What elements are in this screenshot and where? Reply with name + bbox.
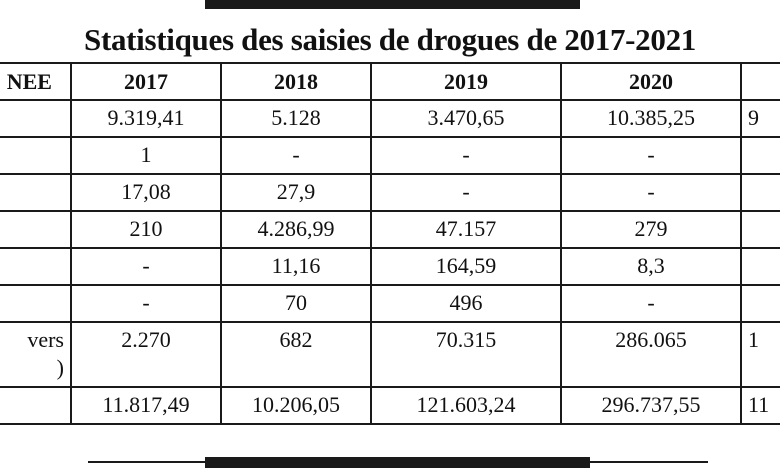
row-label-line2: )	[56, 355, 64, 380]
cell-2021	[741, 137, 780, 174]
cell-2018: -	[221, 137, 371, 174]
cell-2021	[741, 211, 780, 248]
cell-2018: 4.286,99	[221, 211, 371, 248]
cell-2017: 210	[71, 211, 221, 248]
cell-2021	[741, 174, 780, 211]
table-row	[0, 248, 780, 285]
table-row	[0, 211, 780, 248]
top-rule	[205, 0, 580, 9]
row-label	[0, 211, 71, 248]
header-2017: 2017	[71, 63, 221, 100]
cell-2019: -	[371, 137, 561, 174]
row-label	[0, 248, 71, 285]
cell-2020: 8,3	[561, 248, 741, 285]
header-2018: 2018	[221, 63, 371, 100]
cell-2017: 11.817,49	[71, 387, 221, 424]
cell-2020: -	[561, 285, 741, 322]
cell-2018: 70	[221, 285, 371, 322]
cell-2019: 3.470,65	[371, 100, 561, 137]
page-title: Statistiques des saisies de drogues de 2017-2021	[84, 22, 696, 57]
cell-2017: 9.319,41	[71, 100, 221, 137]
cell-2020: -	[561, 137, 741, 174]
table-row	[0, 387, 780, 424]
table-row	[0, 322, 780, 387]
cell-2021	[741, 285, 780, 322]
row-label	[0, 285, 71, 322]
cell-2019: 70.315	[371, 322, 561, 387]
cell-2021: 9	[741, 100, 780, 137]
header-2020: 2020	[561, 63, 741, 100]
header-2019: 2019	[371, 63, 561, 100]
cell-2020: 296.737,55	[561, 387, 741, 424]
cell-2018: 682	[221, 322, 371, 387]
table-header-row	[0, 63, 780, 100]
table-row	[0, 174, 780, 211]
cell-2019: 121.603,24	[371, 387, 561, 424]
row-label	[0, 322, 71, 387]
header-2021	[741, 63, 780, 100]
row-label	[0, 174, 71, 211]
cell-2021: 11	[741, 387, 780, 424]
cell-2020: 286.065	[561, 322, 741, 387]
cell-2020: 10.385,25	[561, 100, 741, 137]
cell-2021: 1	[741, 322, 780, 387]
bottom-thick-rule	[205, 457, 590, 468]
cell-2017: 1	[71, 137, 221, 174]
row-label-line1: vers	[27, 327, 64, 352]
drug-seizure-table	[0, 62, 780, 425]
cell-2018: 11,16	[221, 248, 371, 285]
cell-2019: 496	[371, 285, 561, 322]
header-year-label: NEE	[0, 63, 71, 100]
cell-2019: -	[371, 174, 561, 211]
cell-2020: 279	[561, 211, 741, 248]
table-row	[0, 137, 780, 174]
cell-2017: 2.270	[71, 322, 221, 387]
table-row	[0, 100, 780, 137]
cell-2017: -	[71, 248, 221, 285]
row-label	[0, 100, 71, 137]
cell-2020: -	[561, 174, 741, 211]
cell-2018: 5.128	[221, 100, 371, 137]
row-label	[0, 137, 71, 174]
cell-2021	[741, 248, 780, 285]
cell-2019: 47.157	[371, 211, 561, 248]
cell-2019: 164,59	[371, 248, 561, 285]
cell-2017: 17,08	[71, 174, 221, 211]
table-row	[0, 285, 780, 322]
cell-2018: 27,9	[221, 174, 371, 211]
row-label	[0, 387, 71, 424]
cell-2017: -	[71, 285, 221, 322]
cell-2018: 10.206,05	[221, 387, 371, 424]
